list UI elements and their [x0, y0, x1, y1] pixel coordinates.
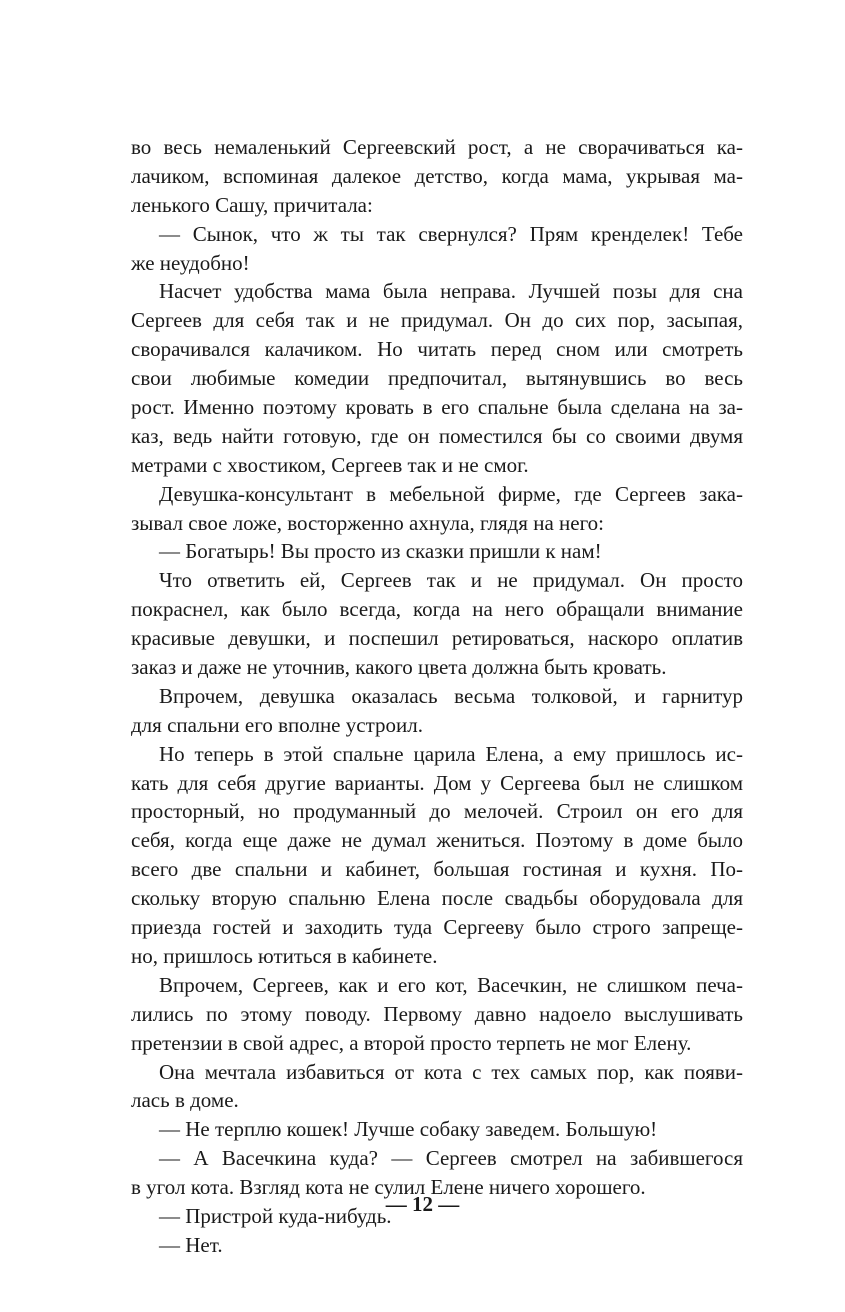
text-line: красивые девушки, и поспешил ретироваться, наскоро оплатив	[131, 626, 743, 651]
text-line: лась в доме.	[131, 1088, 239, 1113]
text-line: Впрочем, девушка оказалась весьма толковой, и гарнитур	[159, 683, 743, 708]
text-line: приезда гостей и заходить туда Сергееву было строго запреще-	[131, 915, 743, 940]
text-line: же неудобно!	[131, 250, 250, 275]
text-line: — Нет.	[159, 1232, 223, 1257]
text-line: — А Васечкина куда? — Сергеев смотрел на забившегося	[159, 1146, 743, 1171]
text-line: ленького Сашу, причитала:	[131, 192, 373, 217]
text-line: всего две спальни и кабинет, большая гостиная и кухня. По-	[131, 857, 743, 882]
text-line: себя, когда еще даже не думал жениться. Поэтому в доме было	[131, 828, 743, 853]
text-line: Девушка-консультант в мебельной фирме, где Сергеев зака-	[159, 481, 743, 506]
text-line: лились по этому поводу. Первому давно надоело выслушивать	[131, 1001, 743, 1026]
text-line: — Сынок, что ж ты так свернулся? Прям кренделек! Тебе	[159, 221, 743, 246]
text-line: Впрочем, Сергеев, как и его кот, Васечкин, не слишком печа-	[159, 972, 743, 997]
text-line: — Богатырь! Вы просто из сказки пришли к нам!	[159, 539, 602, 564]
text-line: покраснел, как было всегда, когда на него обращали внимание	[131, 597, 743, 622]
text-line: претензии в свой адрес, а второй просто терпеть не мог Елену.	[131, 1030, 692, 1055]
text-line: каз, ведь найти готовую, где он поместился бы со своими двумя	[131, 423, 743, 448]
text-line: для спальни его вполне устроил.	[131, 712, 423, 737]
text-line: во весь немаленький Сергеевский рост, а не сворачиваться ка-	[131, 135, 743, 159]
text-line: заказ и даже не уточнив, какого цвета должна быть кровать.	[131, 655, 667, 680]
text-line: просторный, но продуманный до мелочей. Строил он его для	[131, 799, 743, 824]
text-line: Она мечтала избавиться от кота с тех самых пор, как появи-	[159, 1059, 743, 1084]
text-line: Сергеев для себя так и не придумал. Он до сих пор, засыпая,	[131, 308, 743, 333]
text-line: скольку вторую спальню Елена после свадьбы оборудовала для	[131, 886, 743, 911]
text-line: Насчет удобства мама была неправа. Лучшей позы для сна	[159, 279, 743, 304]
text-line: метрами с хвостиком, Сергеев так и не смог.	[131, 452, 529, 477]
page-body	[131, 133, 743, 1260]
text-line: лачиком, вспоминая далекое детство, когда мама, укрывая ма-	[131, 163, 743, 188]
text-line: но, пришлось ютиться в кабинете.	[131, 943, 438, 968]
text-line: рост. Именно поэтому кровать в его спальне была сделана на за-	[131, 395, 743, 420]
text-line: свои любимые комедии предпочитал, вытянувшись во весь	[131, 366, 743, 391]
text-line: в угол кота. Взгляд кота не сулил Елене ничего хорошего.	[131, 1175, 646, 1200]
text-line: — Не терплю кошек! Лучше собаку заведем. Большую!	[159, 1117, 658, 1142]
text-line: Но теперь в этой спальне царила Елена, а ему пришлось ис-	[159, 741, 743, 766]
text-line: зывал свое ложе, восторженно ахнула, глядя на него:	[131, 510, 605, 535]
text-line: кать для себя другие варианты. Дом у Сергеева был не слишком	[131, 770, 743, 795]
text-line: — Пристрой куда-нибудь.	[159, 1203, 392, 1228]
text-line: Что ответить ей, Сергеев так и не придумал. Он просто	[159, 568, 743, 593]
page-number: — 12 —	[385, 1192, 460, 1216]
text-line: сворачивался калачиком. Но читать перед сном или смотреть	[131, 337, 743, 362]
